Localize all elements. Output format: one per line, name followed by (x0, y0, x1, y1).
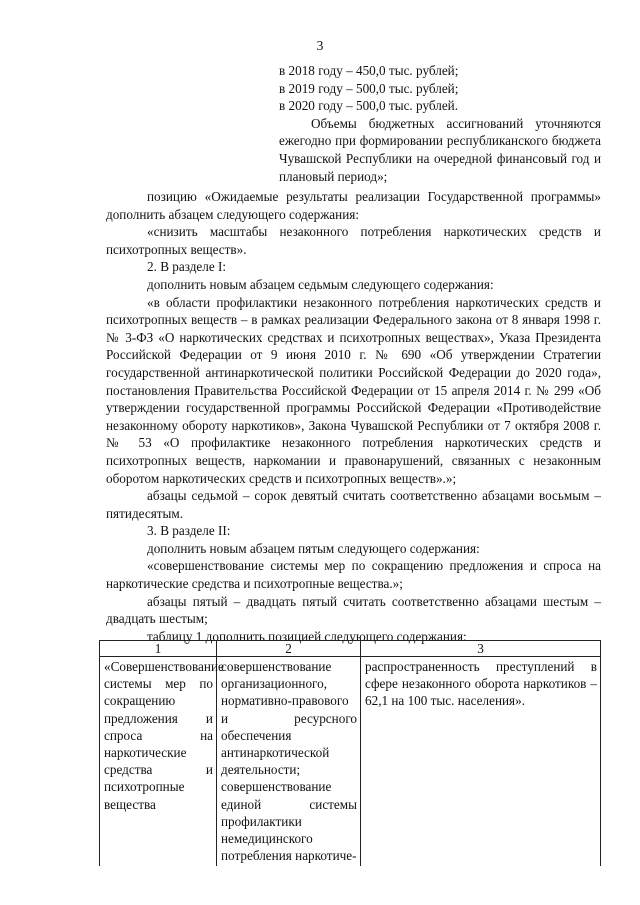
paragraph: позицию «Ожидаемые результаты реализации Государственной программы» дополнить абзацем следующего содержания: (106, 189, 601, 222)
table-header-cell: 1 (100, 641, 217, 657)
table-cell-tasks: совершенствование организационного, нормативно-правового и ресурсного обеспечения антинаркотической деятельности; совершенствование единой системы профилактики немедицинского потребления наркотиче- (217, 657, 361, 867)
paragraph: абзацы пятый – двадцать пятый считать соответственно абзацами шестым – двадцать шестым; (106, 593, 601, 627)
paragraph: «снизить масштабы незаконного потребления наркотических средств и психотропных веществ». (106, 224, 601, 257)
budget-line-2020: в 2020 году – 500,0 тыс. рублей. (279, 98, 459, 114)
table-1 (99, 640, 601, 866)
section-heading: 3. В разделе II: (147, 523, 231, 539)
paragraph: «в области профилактики незаконного потребления наркотических средств и психотропных веществ – в рамках реализации Федерального закона от 8 января 1998 г. № 3-ФЗ «О наркотических средствах и психотропных веществах», Указа Президента Российской Федерации от 9 июня 2010 г. № 690 «Об утверждении Стратегии государственной антинаркотической политики Российской Федерации до 2020 года», постановления Правительства Российской Федерации от 15 апреля 2014 г. № 299 «Об утверждении государственной программы Российской Федерации «Противодействие незаконному обороту наркотиков», Закона Чувашской Республики от 7 октября 2008 г. № 53 «О профилактике незаконного потребления наркотических средств и психотропных веществ, наркомании и правонарушений, связанных с незаконным оборотом наркотических средств и психотропных веществ».»; (106, 294, 601, 486)
page-number: 3 (316, 38, 324, 53)
paragraph: «совершенствование системы мер по сокращению предложения и спроса на наркотические средства и психотропные вещества.»; (106, 558, 601, 592)
paragraph: абзацы седьмой – сорок девятый считать соответственно абзацами восьмым – пятидесятым. (106, 488, 601, 521)
document-body (106, 188, 601, 645)
table-header-cell: 2 (217, 641, 361, 657)
paragraph: таблицу 1 дополнить позицией следующего содержания: (147, 628, 467, 644)
table-header-row (100, 641, 601, 657)
paragraph: дополнить новым абзацем пятым следующего содержания: (147, 540, 480, 556)
table-cell-goal: «Совершенствование системы мер по сокращению предложения и спроса на наркотические средства и психотропные вещества (100, 657, 217, 867)
budget-block (279, 62, 601, 185)
table-header-cell: 3 (361, 641, 601, 657)
table-cell-indicator: распространенность преступлений в сфере незаконного оборота наркотиков – 62,1 на 100 тыс. населения». (361, 657, 601, 867)
budget-line-2018: в 2018 году – 450,0 тыс. рублей; (279, 63, 459, 78)
section-heading: 2. В разделе I: (147, 259, 227, 275)
paragraph: дополнить новым абзацем седьмым следующего содержания: (147, 276, 494, 292)
budget-line-2019: в 2019 году – 500,0 тыс. рублей; (279, 80, 459, 96)
budget-note: Объемы бюджетных ассигнований уточняются ежегодно при формировании республиканского бюджета Чувашской Республики на очередной финансовый год и плановый период»; (279, 115, 601, 184)
table-row (100, 657, 601, 867)
